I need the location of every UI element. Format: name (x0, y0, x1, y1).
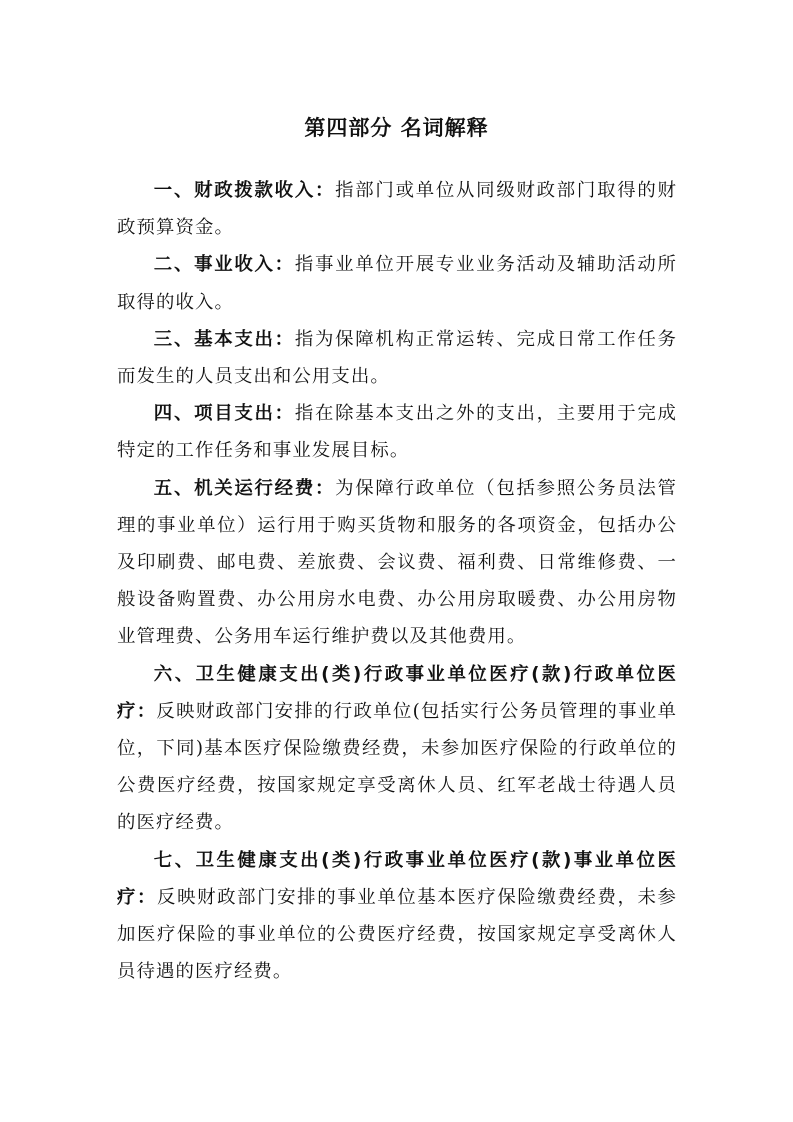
definition-text: 指在除基本支出之外的支出，主要用于完成特定的工作任务和事业发展目标。 (117, 403, 678, 462)
definition-term: 三、基本支出： (153, 328, 295, 350)
definition-item-1 (117, 172, 677, 246)
definition-text: 指事业单位开展专业业务活动及辅助活动所取得的收入。 (117, 254, 678, 313)
definition-text: 反映财政部门安排的行政单位(包括实行公务员管理的事业单位，下同)基本医疗保险缴费经费，未参加医疗保险的行政单位的公费医疗经费，按国家规定享受离休人员、红军老战士待遇人员的医疗经费。 (117, 700, 677, 834)
definition-term: 四、项目支出： (153, 403, 295, 425)
definition-item-3 (117, 321, 677, 395)
definition-term: 七、卫生健康支出(类)行政事业单位医疗(款)事业单位医疗： (117, 849, 677, 908)
definition-term: 一、财政拨款收入： (153, 180, 336, 201)
definition-term: 五、机关运行经费： (153, 477, 336, 499)
definition-text: 为保障行政单位（包括参照公务员法管理的事业单位）运行用于购买货物和服务的各项资金，包括办公及印刷费、邮电费、差旅费、会议费、福利费、日常维修费、一般设备购置费、办公用房水电费、办公用房取暖费、办公用房物业管理费、公务用车运行维护费以及其他费用。 (117, 477, 678, 648)
definition-item-7 (117, 842, 677, 991)
definition-item-2 (117, 246, 677, 320)
definition-text: 指部门或单位从同级财政部门取得的财政预算资金。 (117, 180, 678, 239)
definitions-list (117, 172, 677, 990)
definition-item-4 (117, 395, 677, 469)
definition-text: 反映财政部门安排的事业单位基本医疗保险缴费经费，未参加医疗保险的事业单位的公费医疗经费，按国家规定享受离休人员待遇的医疗经费。 (117, 886, 677, 983)
definition-term: 二、事业收入： (153, 254, 295, 276)
definition-text: 指为保障机构正常运转、完成日常工作任务而发生的人员支出和公用支出。 (117, 328, 678, 388)
definition-term: 六、卫生健康支出(类)行政事业单位医疗(款)行政单位医疗： (117, 663, 677, 722)
page-title: 第四部分 名词解释 (304, 116, 489, 140)
definition-item-5 (117, 470, 677, 656)
definition-item-6 (117, 656, 677, 842)
